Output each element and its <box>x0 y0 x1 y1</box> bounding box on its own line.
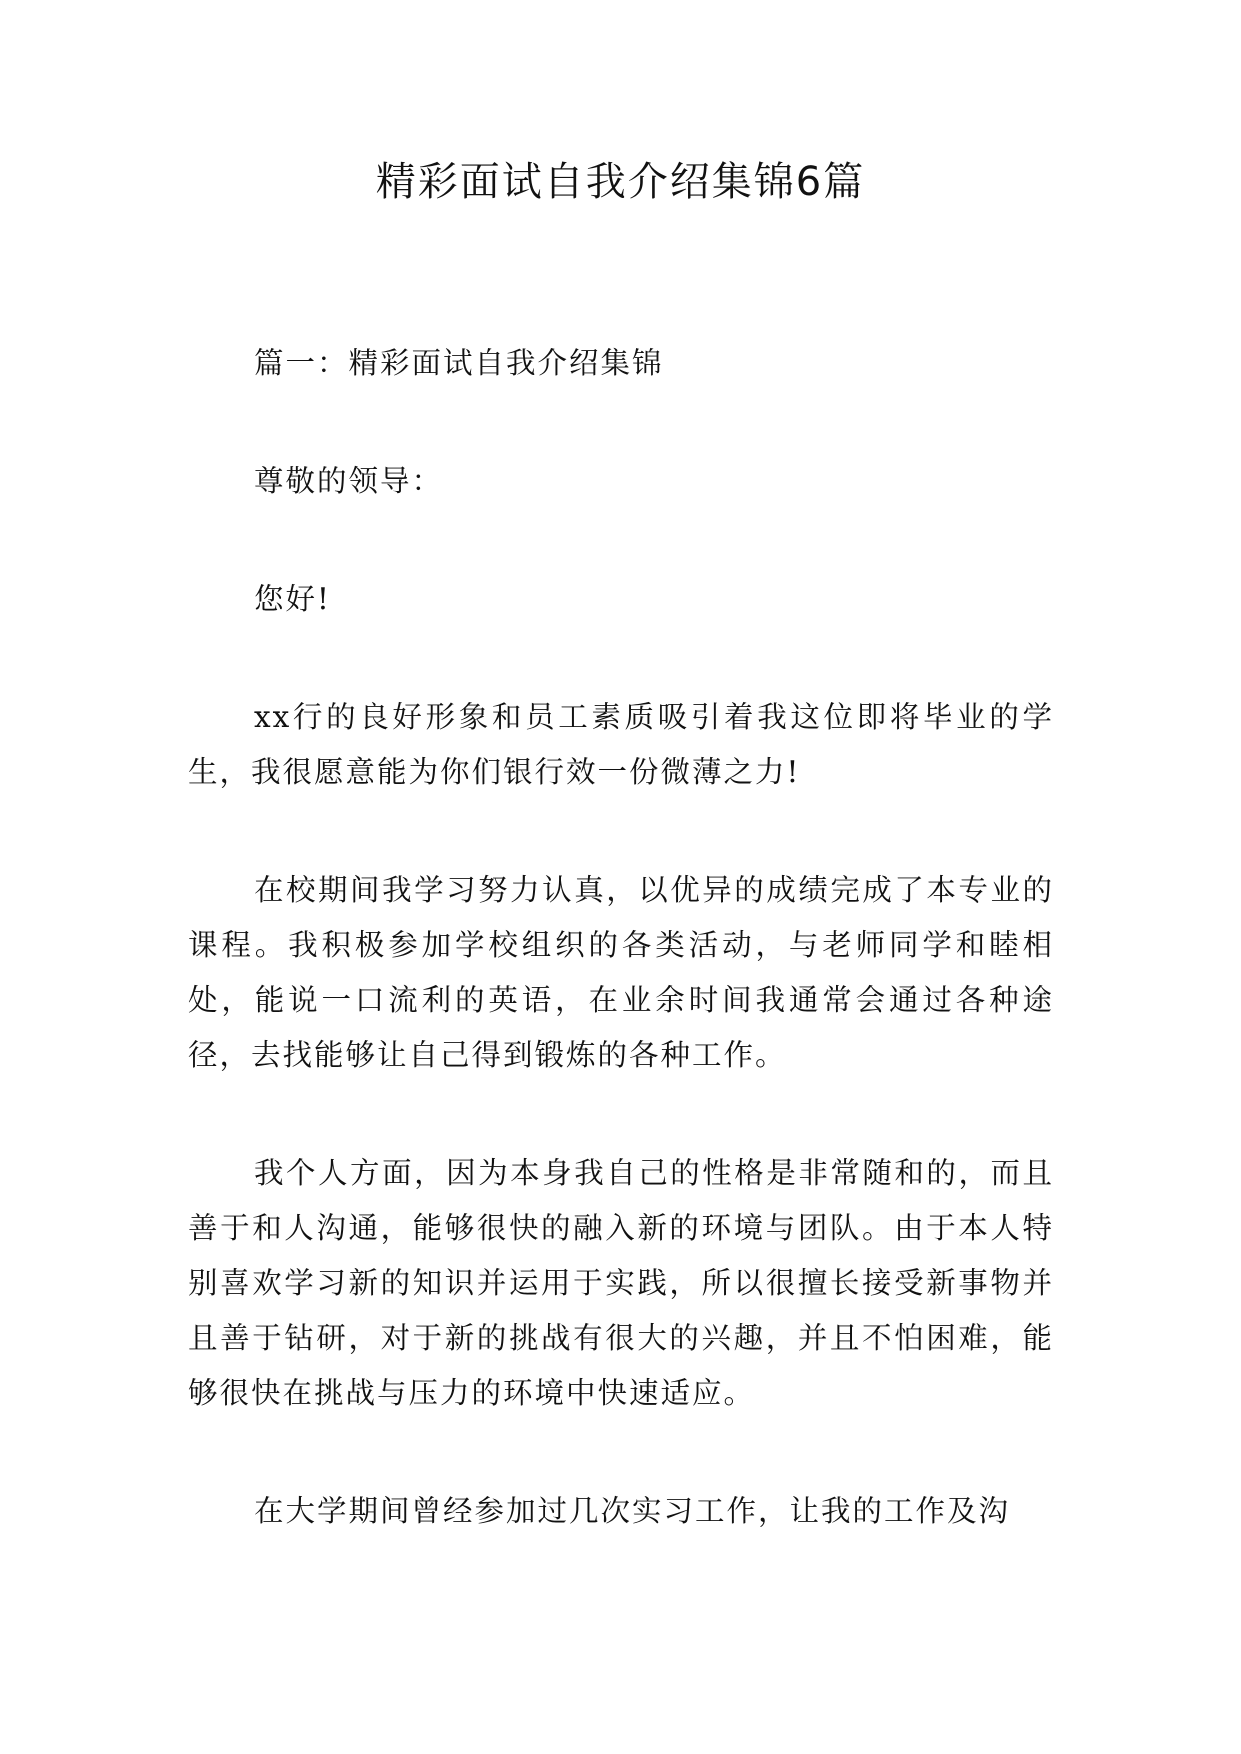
section-heading: 篇一：精彩面试自我介绍集锦 <box>254 346 664 380</box>
body-paragraph: xx行的良好形象和员工素质吸引着我这位即将毕业的学生，我很愿意能为你们银行效一份微薄之力! <box>188 700 1054 789</box>
body-paragraph: 我个人方面，因为本身我自己的性格是非常随和的，而且善于和人沟通，能够很快的融入新的环境与团队。由于本人特别喜欢学习新的知识并运用于实践，所以很擅长接受新事物并且善于钻研，对于新的挑战有很大的兴趣，并且不怕困难，能够很快在挑战与压力的环境中快速适应。 <box>188 1156 1054 1410</box>
body-paragraph: 在校期间我学习努力认真，以优异的成绩完成了本专业的课程。我积极参加学校组织的各类活动，与老师同学和睦相处，能说一口流利的英语，在业余时间我通常会通过各种途径，去找能够让自己得到锻炼的各种工作。 <box>188 873 1054 1072</box>
document-body <box>188 336 1054 1602</box>
greeting: 您好! <box>254 582 331 616</box>
body-paragraph: 在大学期间曾经参加过几次实习工作，让我的工作及沟 <box>254 1494 1011 1528</box>
document-title: 精彩面试自我介绍集锦6篇 <box>375 159 866 205</box>
salutation: 尊敬的领导： <box>254 464 444 498</box>
